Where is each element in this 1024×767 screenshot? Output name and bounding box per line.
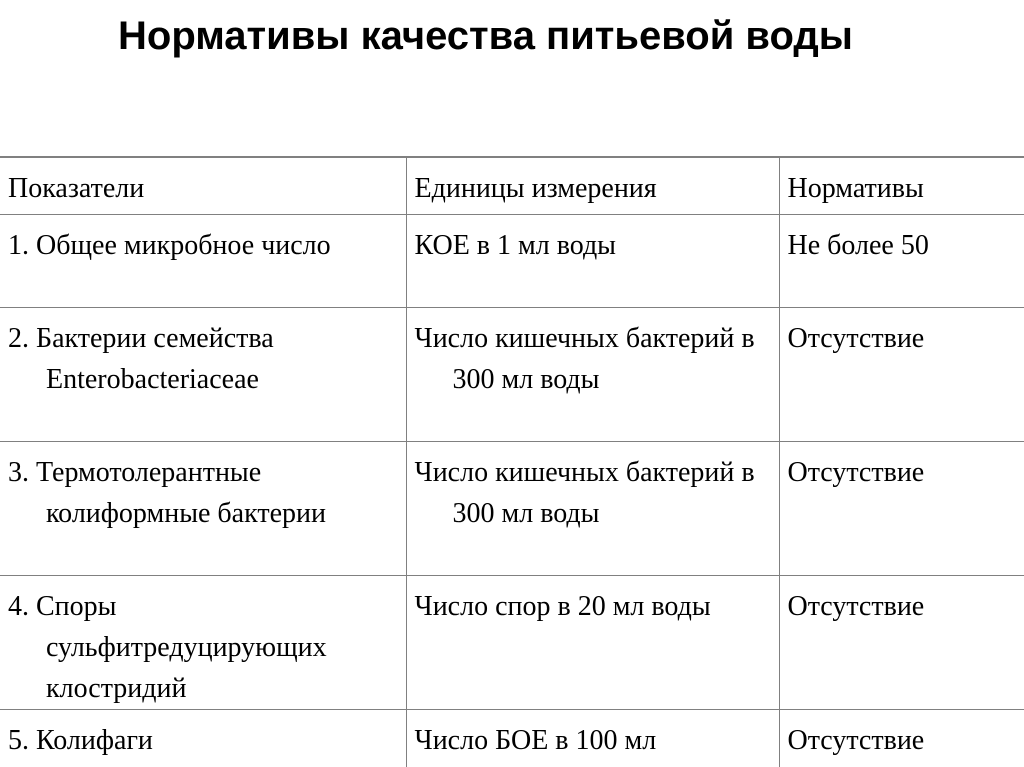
header-units: Единицы измерения: [406, 157, 779, 215]
header-norms: Нормативы: [779, 157, 1024, 215]
page-title: Нормативы качества питьевой воды: [118, 14, 853, 58]
table-header-row: [0, 157, 1024, 215]
norm-cell: [779, 308, 1024, 442]
indicator-cell: [0, 710, 406, 767]
unit-cell: [406, 576, 779, 710]
indicator-cell: [0, 215, 406, 308]
standards-table-container: [0, 156, 1024, 767]
unit-cell: [406, 215, 779, 308]
header-indicators: Показатели: [0, 157, 406, 215]
indicator-text: 5. Колифаги: [8, 725, 153, 756]
unit-text: Число кишечных бактерий в 300 мл воды: [414, 457, 755, 529]
unit-text: КОЕ в 1 мл воды: [414, 230, 616, 261]
unit-text: Число БОЕ в 100 мл: [414, 725, 657, 756]
indicator-cell: [0, 308, 406, 442]
norm-text: Отсутствие: [787, 323, 925, 354]
table-row: [0, 710, 1024, 767]
indicator-text: 1. Общее микробное число: [8, 230, 331, 261]
norm-text: Отсутствие: [787, 457, 925, 488]
norm-text: Отсутствие: [787, 591, 925, 622]
norm-text: Отсутствие: [787, 725, 925, 756]
table-row: [0, 576, 1024, 710]
table-row: [0, 308, 1024, 442]
indicator-cell: [0, 442, 406, 576]
table-row: [0, 442, 1024, 576]
norm-text: Не более 50: [787, 230, 929, 261]
standards-table: [0, 156, 1024, 767]
unit-cell: [406, 710, 779, 767]
unit-text: Число кишечных бактерий в 300 мл воды: [414, 323, 755, 395]
indicator-cell: [0, 576, 406, 710]
norm-cell: [779, 710, 1024, 767]
table-row: [0, 215, 1024, 308]
unit-cell: [406, 442, 779, 576]
norm-cell: [779, 442, 1024, 576]
unit-text: Число спор в 20 мл воды: [414, 591, 711, 622]
norm-cell: [779, 215, 1024, 308]
norm-cell: [779, 576, 1024, 710]
indicator-text: 2. Бактерии семейства Enterobacteriaceae: [8, 323, 274, 395]
indicator-text: 3. Термотолерантные колиформные бактерии: [8, 457, 326, 529]
indicator-text: 4. Споры сульфитредуцирующих клостридий: [8, 591, 327, 704]
unit-cell: [406, 308, 779, 442]
